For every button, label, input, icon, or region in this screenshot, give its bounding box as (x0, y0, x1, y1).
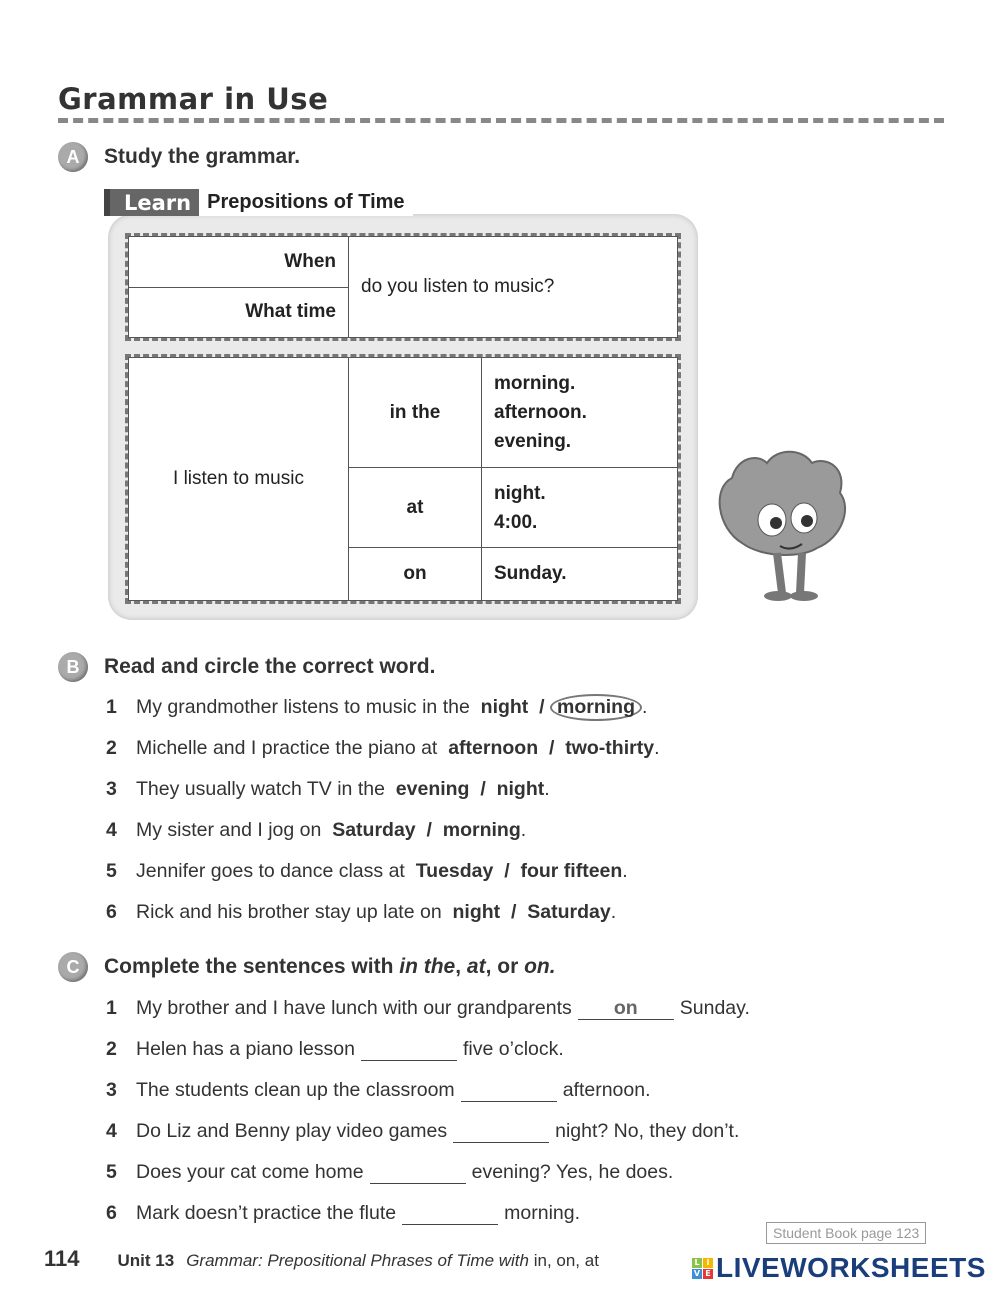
page-footer (44, 1246, 599, 1272)
item-number: 6 (106, 901, 117, 923)
section-b-heading (58, 652, 435, 682)
option-b[interactable]: four fifteen (520, 860, 623, 882)
item-text: Jennifer goes to dance class at (136, 860, 405, 882)
answer-blank[interactable] (361, 1038, 457, 1061)
item-end: . (544, 778, 550, 800)
separator: / (511, 901, 517, 923)
table-cell: in the (349, 358, 482, 468)
learn-tag (104, 189, 413, 216)
table-cell: on (349, 548, 482, 601)
list-item (106, 769, 659, 810)
item-text: The students clean up the classroom (136, 1079, 455, 1101)
brand-name: LIVEWORKSHEETS (716, 1252, 986, 1283)
option-b[interactable]: Saturday (527, 901, 611, 923)
list-item (106, 851, 659, 892)
learn-title: Prepositions of Time (199, 189, 412, 216)
table-cell: Sunday. (482, 548, 678, 601)
option-b[interactable]: night (496, 778, 545, 800)
table-cell: When (129, 237, 349, 288)
option-in-the: in the (399, 955, 456, 978)
option-a[interactable]: evening (395, 778, 470, 800)
item-number: 3 (106, 778, 117, 800)
time-word: 4:00. (494, 511, 538, 533)
section-instruction: Read and circle the correct word. (104, 655, 436, 678)
option-b[interactable]: morning (442, 819, 521, 841)
item-number: 1 (106, 696, 117, 718)
section-c-heading (58, 952, 556, 982)
circle-exercise-list (106, 687, 659, 933)
answer-blank[interactable] (402, 1202, 498, 1225)
time-word: morning. (494, 373, 576, 394)
answer-table (128, 357, 678, 601)
table-cell: do you listen to music? (349, 237, 678, 338)
option-a[interactable]: afternoon (448, 737, 539, 759)
answer-blank[interactable] (453, 1120, 549, 1143)
item-text: Does your cat come home (136, 1161, 364, 1183)
item-text: My grandmother listens to music in the (136, 696, 470, 718)
logo-letter: V (693, 1269, 701, 1278)
page-number: 114 (44, 1246, 80, 1271)
list-item (106, 810, 659, 851)
learn-label: Learn (104, 189, 199, 216)
unit-label: Unit 13 (117, 1251, 175, 1270)
section-instruction: Study the grammar. (104, 145, 301, 168)
table-cell (482, 468, 678, 548)
separator: / (480, 778, 486, 800)
question-table (128, 236, 678, 338)
item-number: 4 (106, 819, 117, 841)
student-book-reference: Student Book page 123 (766, 1222, 926, 1244)
item-text: Rick and his brother stay up late on (136, 901, 442, 923)
unit-description: Grammar: Prepositional Phrases of Time with (186, 1251, 529, 1270)
time-word: afternoon. (494, 402, 587, 423)
table-cell (482, 358, 678, 468)
list-item (106, 687, 659, 728)
unit-description-tail: in, on, at (529, 1251, 599, 1270)
item-end: . (654, 737, 660, 759)
item-text: They usually watch TV in the (136, 778, 385, 800)
item-number: 1 (106, 997, 117, 1019)
title-divider (58, 118, 944, 123)
table-cell: I listen to music (129, 358, 349, 601)
list-item (106, 1111, 750, 1152)
item-end: . (642, 696, 648, 718)
list-item (106, 1152, 750, 1193)
option-on: on. (524, 955, 556, 978)
list-item (106, 892, 659, 933)
item-number: 2 (106, 737, 117, 759)
answer-blank[interactable]: on (578, 997, 674, 1020)
item-text: Michelle and I practice the piano at (136, 737, 438, 759)
time-word: night. (494, 482, 546, 504)
list-item (106, 728, 659, 769)
item-end: . (622, 860, 628, 882)
item-text: Do Liz and Benny play video games (136, 1120, 448, 1142)
answer-blank[interactable] (370, 1161, 466, 1184)
option-a[interactable]: night (452, 901, 501, 923)
option-a[interactable]: Saturday (332, 819, 416, 841)
item-text: My brother and I have lunch with our grandparents (136, 997, 572, 1019)
logo-letter: I (703, 1258, 713, 1268)
item-end: . (520, 819, 527, 841)
page-title: Grammar in Use (58, 82, 329, 116)
mascot-illustration (712, 448, 852, 604)
item-text: night? No, they don’t. (555, 1120, 740, 1142)
item-number: 5 (106, 860, 117, 882)
item-text: My sister and I jog on (136, 819, 322, 841)
section-badge: C (58, 952, 88, 982)
option-b-circled[interactable]: morning (550, 694, 642, 721)
separator: / (548, 737, 555, 759)
item-text: Helen has a piano lesson (136, 1038, 355, 1060)
table-cell: What time (129, 287, 349, 338)
item-text: Sunday. (679, 997, 750, 1019)
item-end: . (610, 901, 617, 923)
item-text: morning. (504, 1202, 581, 1224)
item-number: 3 (106, 1079, 117, 1101)
logo-icon (692, 1258, 713, 1279)
separator: , or (485, 955, 525, 978)
table-cell: at (349, 468, 482, 548)
separator: , (455, 955, 467, 978)
list-item (106, 988, 750, 1029)
section-badge: A (58, 142, 88, 172)
item-number: 2 (106, 1038, 117, 1060)
list-item (106, 1070, 750, 1111)
option-a[interactable]: Tuesday (415, 860, 494, 882)
list-item (106, 1029, 750, 1070)
item-number: 6 (106, 1202, 117, 1224)
item-text: Mark doesn’t practice the flute (136, 1202, 397, 1224)
liveworksheets-logo[interactable] (692, 1252, 986, 1284)
item-text: afternoon. (562, 1079, 651, 1101)
separator: / (426, 819, 432, 841)
item-number: 4 (106, 1120, 117, 1142)
answer-blank[interactable] (461, 1079, 557, 1102)
fill-in-exercise-list (106, 988, 750, 1234)
item-number: 5 (106, 1161, 117, 1183)
section-instruction: Complete the sentences with (104, 955, 400, 978)
logo-letter: E (703, 1269, 713, 1279)
item-text: five o’clock. (463, 1038, 564, 1060)
option-at: at (466, 955, 486, 978)
time-word: evening. (494, 431, 572, 452)
section-a-heading (58, 142, 300, 172)
option-a[interactable]: night (480, 696, 529, 718)
item-text: evening? Yes, he does. (471, 1161, 674, 1183)
section-badge: B (58, 652, 88, 682)
logo-letter: L (692, 1258, 702, 1268)
separator: / (504, 860, 510, 882)
list-item (106, 1193, 750, 1234)
separator: / (539, 696, 545, 718)
option-b[interactable]: two-thirty (565, 737, 655, 759)
